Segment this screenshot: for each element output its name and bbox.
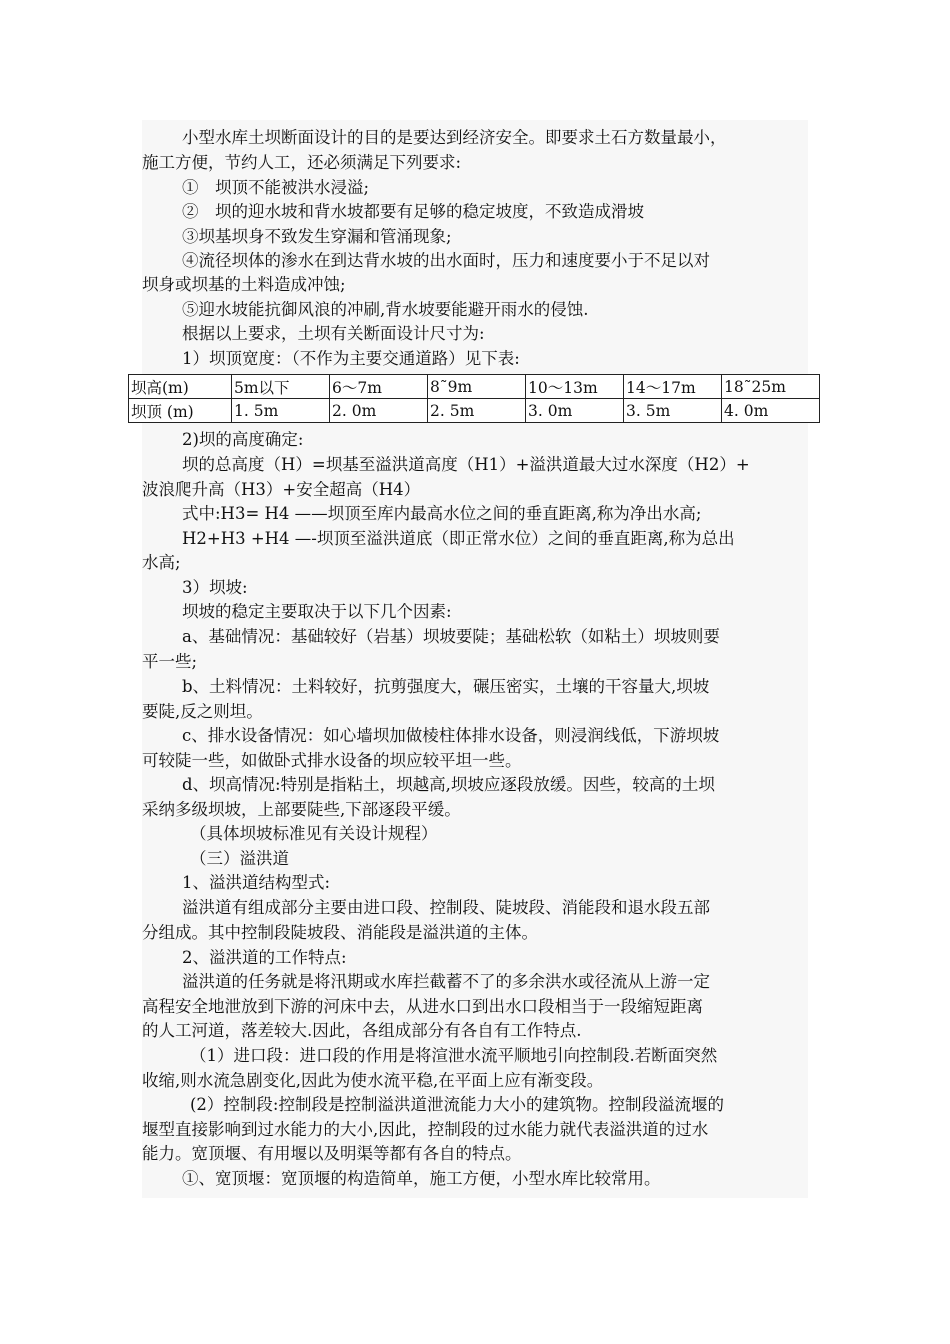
section-heading: 2)坝的高度确定: (182, 430, 304, 449)
table-cell: 坝高(m) (129, 375, 232, 399)
paragraph-line: d、坝高情况:特别是指粘土，坝越高,坝坡应逐段放缓。因些，较高的土坝 (182, 775, 715, 794)
paragraph-line: （1）进口段：进口段的作用是将渲泄水流平顺地引向控制段.若断面突然 (190, 1046, 718, 1065)
paragraph-line: ①、宽顶堰：宽顶堰的构造简单，施工方便，小型水库比较常用。 (182, 1169, 661, 1188)
paragraph-line: 坝坡的稳定主要取决于以下几个因素: (182, 602, 452, 621)
paragraph-line: 溢洪道有组成部分主要由进口段、控制段、陡坡段、消能段和退水段五部 (182, 898, 710, 917)
table-cell: 2. 0m (330, 399, 428, 423)
paragraph-line: 溢洪道的任务就是将汛期或水库拦截蓄不了的多余洪水或径流从上游一定 (182, 972, 710, 991)
table-cell: 8˜9m (428, 375, 526, 399)
paragraph-line: 高程安全地泄放到下游的河床中去，从进水口到出水口段相当于一段缩短距离 (142, 997, 703, 1016)
table-cell: 18˜25m (722, 375, 820, 399)
paragraph-line: b、土料情况：土料较好，抗剪强度大，碾压密实，土壤的干容量大,坝坡 (182, 677, 710, 696)
paragraph-line: 小型水库土坝断面设计的目的是要达到经济安全。即要求土石方数量最小， (182, 128, 727, 147)
list-item: ④流径坝体的渗水在到达背水坡的出水面时，压力和速度要小于不足以对 (182, 251, 710, 270)
paragraph-line: 平一些; (142, 652, 198, 671)
paragraph-line: 能力。宽顶堰、有用堰以及明渠等都有各自的特点。 (142, 1144, 522, 1163)
section-heading: 1）坝顶宽度：（不作为主要交通道路）见下表: (182, 349, 520, 368)
crest-width-table (128, 374, 820, 423)
paragraph-line: 坝的总高度（H）=坝基至溢洪道高度（H1）+溢洪道最大过水深度（H2）+ (182, 455, 750, 474)
table-cell: 4. 0m (722, 399, 820, 423)
table-cell: 坝顶 (m) (129, 399, 232, 423)
table-cell: 3. 5m (624, 399, 722, 423)
paragraph-line: 的人工河道，落差较大.因此，各组成部分有各自有工作特点. (142, 1021, 582, 1040)
list-item: ② 坝的迎水坡和背水坡都要有足够的稳定坡度，不致造成滑坡 (182, 202, 644, 221)
paragraph-line: 堰型直接影响到过水能力的大小,因此，控制段的过水能力就代表溢洪道的过水 (142, 1120, 709, 1139)
paragraph-line: 要陡,反之则坦。 (142, 702, 263, 721)
paragraph-line: c、排水设备情况：如心墙坝加做棱柱体排水设备，则浸润线低，下游坝坡 (182, 726, 720, 745)
list-item: ⑤迎水坡能抗御风浪的冲刷,背水坡要能避开雨水的侵蚀. (182, 300, 589, 319)
section-heading: 2、溢洪道的工作特点: (182, 948, 347, 967)
paragraph-line: 施工方便，节约人工，还必须满足下列要求: (142, 153, 462, 172)
list-item: ① 坝顶不能被洪水浸溢; (182, 178, 370, 197)
section-heading: 1、溢洪道结构型式: (182, 873, 331, 892)
table-cell: 14～17m (624, 375, 722, 399)
section-heading: （三）溢洪道 (190, 849, 289, 868)
paragraph-line: （具体坝坡标准见有关设计规程） (190, 824, 438, 843)
paragraph-line: 可较陡一些，如做卧式排水设备的坝应较平坦一些。 (142, 751, 522, 770)
table-cell: 10～13m (526, 375, 624, 399)
section-heading: 3）坝坡: (182, 578, 248, 597)
table-row (129, 399, 820, 423)
paragraph-line: 根据以上要求，土坝有关断面设计尺寸为: (182, 324, 485, 343)
paragraph-line: 分组成。其中控制段陡坡段、消能段是溢洪道的主体。 (142, 923, 538, 942)
table-row (129, 375, 820, 399)
table-cell: 3. 0m (526, 399, 624, 423)
paragraph-line: 式中:H3= H4 ——坝顶至库内最高水位之间的垂直距离,称为净出水高; (182, 504, 702, 523)
paragraph-line: 坝身或坝基的土料造成冲蚀; (142, 275, 346, 294)
paragraph-line: H2+H3 +H4 —-坝顶至溢洪道底（即正常水位）之间的垂直距离,称为总出 (182, 529, 735, 548)
list-item: ③坝基坝身不致发生穿漏和管涌现象; (182, 227, 452, 246)
paragraph-line: 采纳多级坝坡，上部要陡些,下部逐段平缓。 (142, 800, 461, 819)
paragraph-line: 收缩,则水流急剧变化,因此为使水流平稳,在平面上应有渐变段。 (142, 1071, 604, 1090)
paragraph-line: a、基础情况：基础较好（岩基）坝坡要陡；基础松软（如粘土）坝坡则要 (182, 627, 720, 646)
paragraph-line: 波浪爬升高（H3）+安全超高（H4） (142, 480, 421, 499)
paragraph-line: (2）控制段:控制段是控制溢洪道泄流能力大小的建筑物。控制段溢流堰的 (190, 1095, 724, 1114)
table-cell: 5m以下 (232, 375, 330, 399)
table-cell: 2. 5m (428, 399, 526, 423)
paragraph-line: 水高; (142, 553, 181, 572)
table-cell: 1. 5m (232, 399, 330, 423)
table-cell: 6～7m (330, 375, 428, 399)
